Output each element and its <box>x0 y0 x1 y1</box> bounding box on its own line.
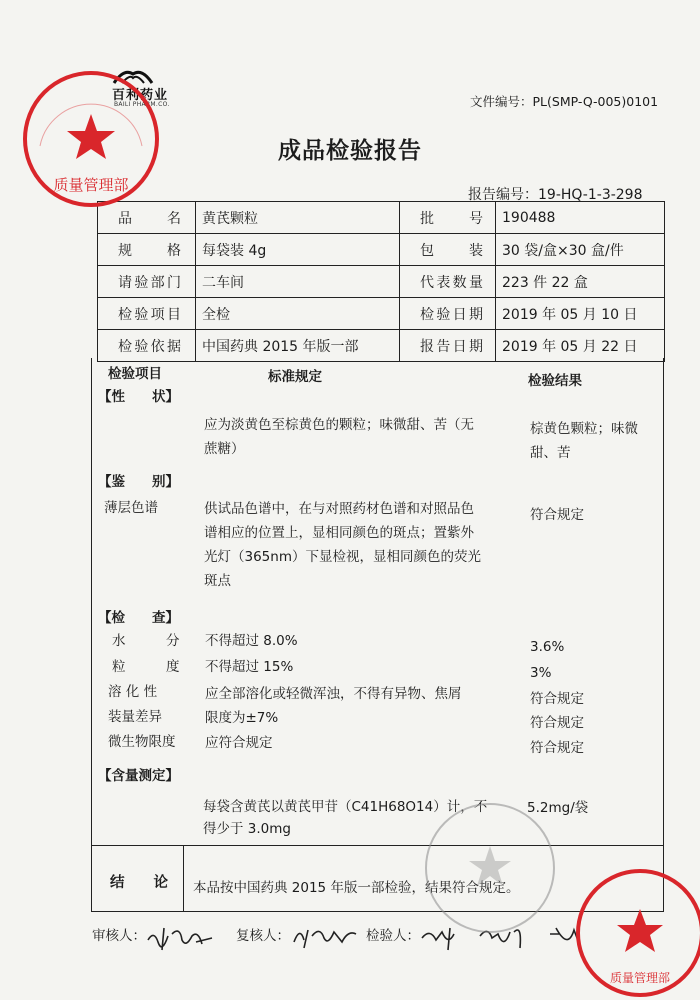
conclusion-text: 本品按中国药典 2015 年版一部检验，结果符合规定。 <box>193 880 520 896</box>
microbial-standard: 应符合规定 <box>205 735 273 751</box>
granularity-item: 粒 度 <box>112 659 180 675</box>
granularity-result: 3% <box>530 665 552 681</box>
fill-variation-item: 装量差异 <box>108 709 162 725</box>
moisture-standard: 不得超过 8.0% <box>205 633 298 649</box>
table-row <box>98 330 665 362</box>
spec-label: 规 格 <box>98 234 196 266</box>
assay-result: 5.2mg/袋 <box>527 800 589 816</box>
moisture-item: 水 分 <box>112 633 180 649</box>
appearance-standard-line2: 蔗糖） <box>204 441 245 457</box>
company-logo-text: 百利药业 <box>112 88 169 103</box>
tlc-standard-line4: 斑点 <box>204 573 231 589</box>
solubility-item: 溶 化 性 <box>108 684 158 700</box>
solubility-result: 符合规定 <box>530 691 584 707</box>
tlc-result: 符合规定 <box>530 507 584 523</box>
report-date-label: 报告日期 <box>400 330 496 362</box>
product-name-value: 黄芪颗粒 <box>196 202 400 234</box>
fill-variation-standard: 限度为±7% <box>205 710 279 726</box>
fill-variation-result: 符合规定 <box>530 715 584 731</box>
header-info-table <box>97 201 665 362</box>
test-date-value: 2019 年 05 月 10 日 <box>496 298 665 330</box>
microbial-item: 微生物限度 <box>108 734 176 750</box>
quantity-value: 223 件 22 盒 <box>496 266 665 298</box>
request-dept-label: 请验部门 <box>98 266 196 298</box>
report-number: 报告编号：19-HQ-1-3-298 <box>468 187 643 203</box>
reviewer-label: 审核人： <box>92 928 146 944</box>
table-row <box>98 266 665 298</box>
conclusion-divider <box>91 845 664 846</box>
page-title: 成品检验报告 <box>278 138 422 164</box>
batch-number-label: 批 号 <box>400 202 496 234</box>
appearance-standard-line1: 应为淡黄色至棕黄色的颗粒；味微甜、苦（无 <box>204 417 474 433</box>
assay-standard-line1: 每袋含黄芪以黄芪甲苷（C41H68O14）计，不 <box>203 799 488 815</box>
batch-number-value: 190488 <box>496 202 665 234</box>
appearance-result-line2: 甜、苦 <box>530 445 571 461</box>
file-number: 文件编号：PL(SMP-Q-005)0101 <box>470 94 659 109</box>
column-header-standard: 标准规定 <box>268 369 322 385</box>
request-dept-value: 二车间 <box>196 266 400 298</box>
assay-standard-line2: 得少于 3.0mg <box>203 821 291 837</box>
appearance-result-line1: 棕黄色颗粒；味微 <box>530 421 638 437</box>
report-date-value: 2019 年 05 月 22 日 <box>496 330 665 362</box>
left-stamp-text: 质量管理部 <box>53 176 129 194</box>
packing-value: 30 袋/盒×30 盒/件 <box>496 234 665 266</box>
inspector-signature <box>418 920 588 956</box>
tlc-standard-line2: 谱相应的位置上，显相同颜色的斑点；置紫外 <box>204 525 474 541</box>
section-heading-appearance: 【性 状】 <box>98 389 179 405</box>
tlc-standard-line3: 光灯（365nm）下显检视，显相同颜色的荧光 <box>204 549 481 565</box>
rechecker-label: 复核人： <box>236 928 290 944</box>
product-name-label: 品 名 <box>98 202 196 234</box>
test-item-value: 全检 <box>196 298 400 330</box>
section-heading-inspection: 【检 查】 <box>98 610 179 626</box>
conclusion-label: 结 论 <box>110 875 168 891</box>
section-heading-assay: 【含量测定】 <box>98 768 179 784</box>
test-item-label: 检验项目 <box>98 298 196 330</box>
company-logo-icon <box>112 66 154 84</box>
test-basis-label: 检验依据 <box>98 330 196 362</box>
conclusion-column-divider <box>183 845 184 911</box>
right-stamp-text: 质量管理部 <box>609 971 671 985</box>
quantity-label: 代表数量 <box>400 266 496 298</box>
packing-label: 包 装 <box>400 234 496 266</box>
granularity-standard: 不得超过 15% <box>205 659 294 675</box>
column-header-result: 检验结果 <box>528 373 582 389</box>
reviewer-signature <box>146 922 216 954</box>
table-row <box>98 234 665 266</box>
solubility-standard: 应全部溶化或轻微浑浊，不得有异物、焦屑 <box>205 686 462 702</box>
table-row <box>98 202 665 234</box>
table-row <box>98 298 665 330</box>
microbial-result: 符合规定 <box>530 740 584 756</box>
company-logo-subtext: BAILI PHARM.CO. <box>114 101 170 108</box>
tlc-standard-line1: 供试品色谱中，在与对照药材色谱和对照品色 <box>204 501 474 517</box>
rechecker-signature <box>290 920 360 952</box>
moisture-result: 3.6% <box>530 639 565 655</box>
test-date-label: 检验日期 <box>400 298 496 330</box>
tlc-item: 薄层色谱 <box>104 500 158 516</box>
inspector-label: 检验人： <box>366 928 420 944</box>
section-heading-identification: 【鉴 别】 <box>98 474 179 490</box>
spec-value: 每袋装 4g <box>196 234 400 266</box>
column-header-item: 检验项目 <box>108 366 162 382</box>
test-basis-value: 中国药典 2015 年版一部 <box>196 330 400 362</box>
